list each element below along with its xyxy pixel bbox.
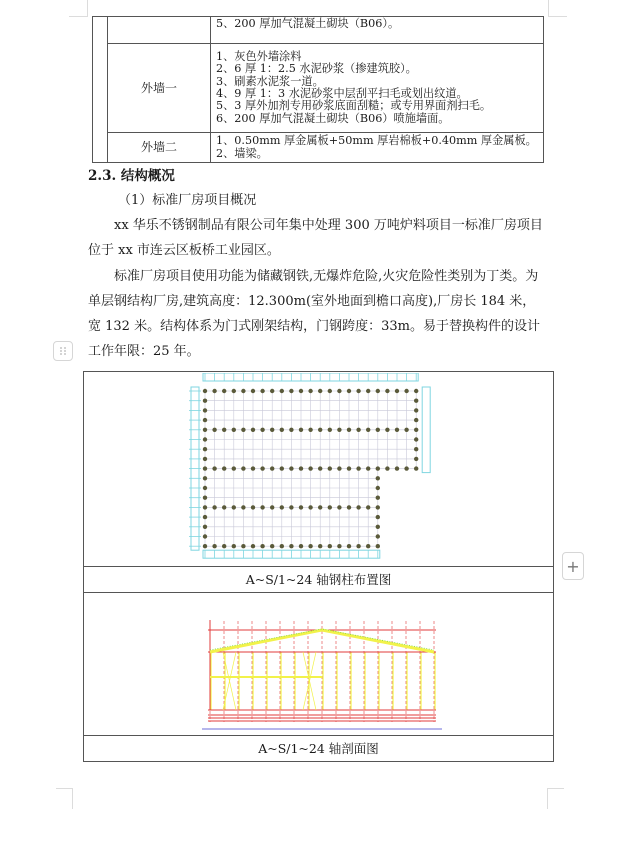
steel-column-mark [203,447,207,451]
steel-column-mark [376,486,380,490]
steel-column-mark [203,544,207,548]
page-corner-mark-bottom-right [547,788,564,809]
spec-line: 2、6 厚 1：2.5 水泥砂浆（掺建筑胶）。 [216,62,417,76]
steel-column-mark [308,428,312,432]
spec-line: 1、灰色外墙涂料 [216,50,302,64]
spec-line: 1、0.50mm 厚金属板+50mm 厚岩棉板+0.40mm 厚金属板。 [216,134,537,148]
steel-column-mark [337,544,341,548]
steel-column-mark [203,534,207,538]
steel-column-mark [385,466,389,470]
add-row-button[interactable] [562,552,584,580]
steel-column-mark [203,428,207,432]
steel-column-mark [212,466,216,470]
steel-column-mark [251,544,255,548]
steel-column-mark [289,428,293,432]
page-corner-mark-top-right [548,0,567,17]
steel-column-mark [337,389,341,393]
figure-caption-row [84,736,554,762]
steel-column-mark [241,505,245,509]
steel-column-mark [337,466,341,470]
steel-column-mark [414,447,418,451]
steel-column-mark [308,544,312,548]
steel-column-mark [241,428,245,432]
steel-column-mark [356,389,360,393]
table-row [93,17,544,44]
wall-spec-cell [211,44,544,133]
steel-column-mark [260,505,264,509]
steel-column-mark [299,466,303,470]
steel-column-mark [347,505,351,509]
wall-type-cell: 外墙二 [108,133,211,163]
steel-column-mark [376,515,380,519]
wall-type-cell [108,17,211,44]
plus-icon: + [566,556,580,576]
steel-column-mark [222,544,226,548]
steel-column-mark [251,505,255,509]
steel-column-mark [203,457,207,461]
steel-column-mark [337,505,341,509]
spec-line: 3、刷素水泥浆一道。 [216,74,324,88]
steel-column-mark [270,466,274,470]
steel-column-mark [356,505,360,509]
section-elevation-drawing [202,618,442,733]
steel-column-mark [395,466,399,470]
steel-column-mark [270,389,274,393]
steel-column-mark [347,544,351,548]
steel-column-mark [280,505,284,509]
steel-column-mark [280,389,284,393]
steel-column-mark [385,389,389,393]
steel-column-mark [414,408,418,412]
axis-strip [422,387,430,473]
steel-column-mark [404,466,408,470]
steel-column-mark [203,437,207,441]
steel-column-mark [232,389,236,393]
steel-column-mark [376,525,380,529]
steel-column-mark [376,466,380,470]
steel-column-mark [270,505,274,509]
steel-column-mark [203,399,207,403]
steel-column-mark [251,389,255,393]
steel-column-mark [347,389,351,393]
steel-column-mark [222,389,226,393]
steel-column-mark [280,466,284,470]
steel-column-mark [299,389,303,393]
wall-material-table [92,16,544,163]
steel-column-mark [241,466,245,470]
steel-column-mark [232,505,236,509]
steel-column-mark [203,466,207,470]
steel-column-mark [280,544,284,548]
figure-image-cell [84,593,554,736]
steel-column-mark [328,505,332,509]
steel-column-mark [203,418,207,422]
steel-column-mark [232,544,236,548]
figure-caption: A~S/1~24 轴剖面图 [84,736,554,762]
steel-column-mark [270,428,274,432]
wall-spec-cell [211,133,544,163]
steel-column-mark [212,428,216,432]
steel-column-mark [241,544,245,548]
wall-spec-cell [211,17,544,44]
steel-column-mark [203,476,207,480]
steel-column-mark [414,399,418,403]
wall-type-cell: 外墙一 [108,44,211,133]
steel-column-mark [347,466,351,470]
page-corner-mark-top-left [69,0,88,17]
steel-column-mark [366,389,370,393]
steel-column-mark [414,389,418,393]
steel-column-mark [308,389,312,393]
steel-column-mark [414,457,418,461]
steel-column-mark [376,428,380,432]
steel-column-mark [222,505,226,509]
steel-column-mark [289,466,293,470]
subheading: （1）标准厂房项目概况 [118,193,257,208]
figure-table [83,371,554,762]
steel-column-mark [376,476,380,480]
steel-column-mark [203,389,207,393]
steel-column-mark [203,505,207,509]
steel-column-mark [222,466,226,470]
steel-column-mark [251,466,255,470]
steel-column-mark [328,428,332,432]
steel-column-mark [203,486,207,490]
steel-column-mark [385,428,389,432]
steel-column-mark [376,389,380,393]
steel-column-mark [328,544,332,548]
steel-column-mark [318,505,322,509]
steel-column-mark [203,525,207,529]
steel-column-mark [356,428,360,432]
steel-column-mark [289,505,293,509]
spec-line: 2、墙梁。 [216,146,268,160]
grip-dots-icon [58,346,68,356]
column-layout-plan-drawing [187,373,457,563]
steel-column-mark [366,466,370,470]
steel-column-mark [289,389,293,393]
spec-line: 4、9 厚 1：3 水泥砂浆中层刮平扫毛或划出纹道。 [216,87,468,100]
steel-column-mark [260,544,264,548]
spec-line: 6、200 厚加气混凝土砌块（B06）喷施墙面。 [216,111,450,125]
spec-line: 5、3 厚外加剂专用砂浆底面刮糙；或专用界面剂扫毛。 [216,99,492,113]
steel-column-mark [308,466,312,470]
steel-column-mark [260,389,264,393]
steel-column-mark [376,544,380,548]
figure-image-cell [84,372,554,567]
steel-column-mark [241,389,245,393]
steel-column-mark [232,466,236,470]
block-drag-handle[interactable] [53,341,73,361]
steel-column-mark [395,389,399,393]
table-row [93,133,544,163]
steel-column-mark [308,505,312,509]
page-corner-mark-bottom-left [56,788,73,809]
figure-row [84,372,554,567]
steel-column-mark [404,428,408,432]
steel-column-mark [318,544,322,548]
steel-column-mark [203,408,207,412]
steel-column-mark [356,544,360,548]
steel-column-mark [366,505,370,509]
steel-column-mark [366,428,370,432]
paragraph-location: xx 华乐不锈钢制品有限公司年集中处理 300 万吨炉料项目一标准厂房项目位于 xx 市连云区板桥工业园区。 [88,218,543,258]
steel-column-mark [232,428,236,432]
spec-line: 5、200 厚加气混凝土砌块（B06）。 [216,17,400,30]
section-heading: 2.3. 结构概况 [88,168,175,184]
steel-column-mark [414,437,418,441]
steel-column-mark [212,389,216,393]
steel-column-mark [376,505,380,509]
steel-column-mark [328,466,332,470]
steel-column-mark [414,428,418,432]
steel-column-mark [395,428,399,432]
steel-column-mark [299,505,303,509]
steel-column-mark [414,466,418,470]
steel-column-mark [328,389,332,393]
figure-row [84,593,554,736]
steel-column-mark [260,428,264,432]
steel-column-mark [222,428,226,432]
table-row [93,44,544,133]
steel-column-mark [366,544,370,548]
steel-column-mark [203,515,207,519]
figure-caption-row [84,567,554,593]
figure-caption: A~S/1~24 轴钢柱布置图 [84,567,554,593]
steel-column-mark [318,466,322,470]
steel-column-mark [212,544,216,548]
steel-column-mark [212,505,216,509]
steel-column-mark [203,496,207,500]
steel-column-mark [347,428,351,432]
steel-column-mark [270,544,274,548]
steel-column-mark [318,389,322,393]
steel-column-mark [299,544,303,548]
steel-column-mark [289,544,293,548]
paragraph-description: 标准厂房项目使用功能为储藏钢铁,无爆炸危险,火灾危险性类别为丁类。为单层钢结构厂房,建筑高度：12.300m(室外地面到檐口高度),厂房长 184 米，宽 132 米。结构体系为门式刚架结构，门钢跨度：33m。易于替换构件的设计工作年限：25 年。 [88,269,540,359]
steel-column-mark [251,428,255,432]
steel-column-mark [414,418,418,422]
steel-column-mark [318,428,322,432]
steel-column-mark [299,428,303,432]
steel-column-mark [376,496,380,500]
steel-column-mark [404,389,408,393]
steel-column-mark [280,428,284,432]
merged-category-cell [93,17,108,163]
steel-column-mark [376,534,380,538]
steel-column-mark [260,466,264,470]
steel-column-mark [356,466,360,470]
steel-column-mark [337,428,341,432]
